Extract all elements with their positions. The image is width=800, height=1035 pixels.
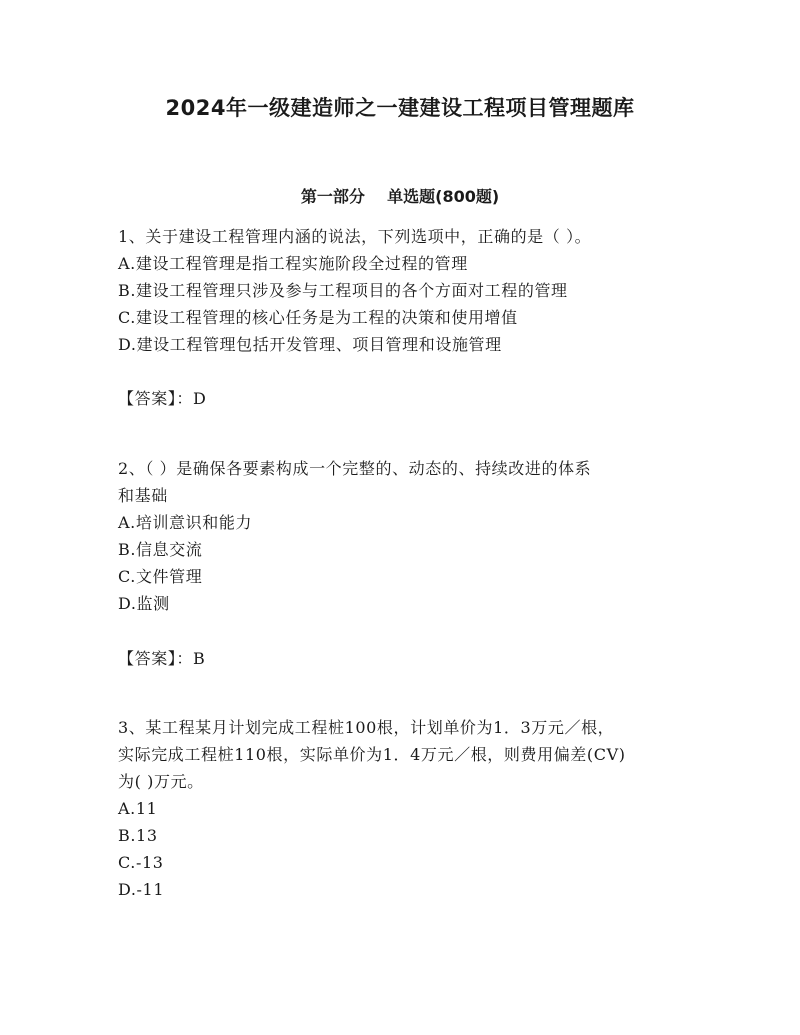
question-1-option-c: C.建设工程管理的核心任务是为工程的决策和使用增值 — [118, 308, 518, 327]
section-title: 第一部分 单选题(800题) — [300, 187, 500, 206]
question-3-stem-line-1: 3、某工程某月计划完成工程桩100根，计划单价为1．3万元／根， — [118, 718, 615, 737]
question-2-option-a: A.培训意识和能力 — [118, 513, 253, 532]
question-3-option-a: A.11 — [118, 799, 158, 818]
question-2-option-c: C.文件管理 — [118, 567, 203, 586]
question-1-option-d: D.建设工程管理包括开发管理、项目管理和设施管理 — [118, 335, 502, 354]
question-1-stem: 1、关于建设工程管理内涵的说法，下列选项中，正确的是（ ）。 — [118, 227, 592, 246]
question-3-option-b: B.13 — [118, 826, 158, 845]
question-1-answer: 【答案】：D — [118, 389, 207, 408]
question-2-option-b: B.信息交流 — [118, 540, 203, 559]
question-1-option-a: A.建设工程管理是指工程实施阶段全过程的管理 — [118, 254, 468, 273]
document-title: 2024年一级建造师之一建建设工程项目管理题库 — [165, 96, 635, 120]
question-1-option-b: B.建设工程管理只涉及参与工程项目的各个方面对工程的管理 — [118, 281, 568, 300]
question-2-stem-line-2: 和基础 — [118, 486, 168, 505]
question-3-option-c: C.-13 — [118, 853, 164, 872]
question-3-stem-line-3: 为( )万元。 — [118, 772, 204, 791]
question-2-answer: 【答案】：B — [118, 649, 206, 668]
question-2-stem-line-1: 2、（ ）是确保各要素构成一个完整的、动态的、持续改进的体系 — [118, 459, 592, 478]
question-2-option-d: D.监测 — [118, 594, 170, 613]
question-3-stem-line-2: 实际完成工程桩110根，实际单价为1．4万元／根，则费用偏差(CV) — [118, 745, 626, 764]
question-3-option-d: D.-11 — [118, 880, 165, 899]
